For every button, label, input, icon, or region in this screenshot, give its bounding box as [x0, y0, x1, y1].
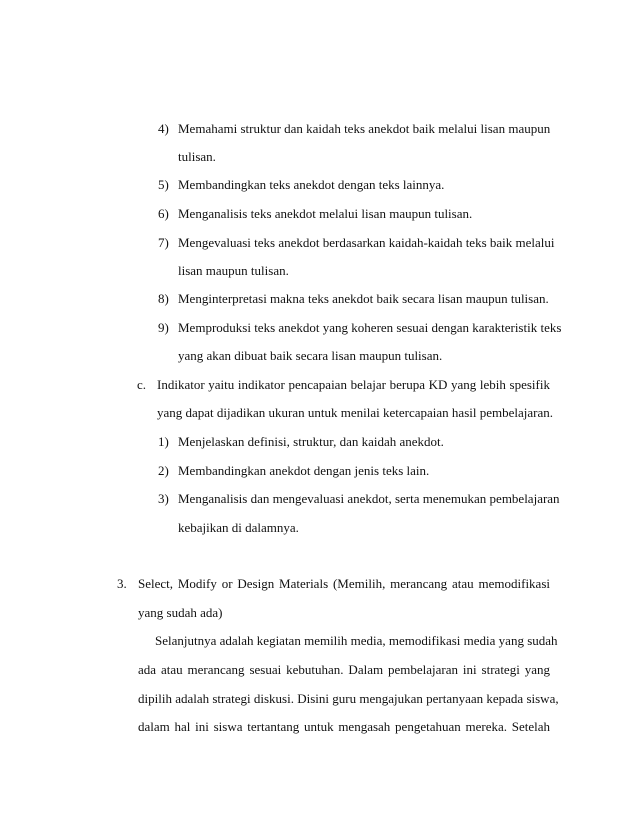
paragraph-line: dalam hal ini siswa tertantang untuk mengasah pengetahuan mereka. Setelah: [138, 719, 550, 734]
list-number: 2): [158, 463, 169, 478]
list-item-text: yang dapat dijadikan ukuran untuk menilai ketercapaian hasil pembelajaran.: [157, 405, 553, 420]
section-heading: yang sudah ada): [138, 605, 223, 620]
paragraph-line: ada atau merancang sesuai kebutuhan. Dalam pembelajaran ini strategi yang: [138, 662, 550, 677]
section-number: 3.: [117, 576, 127, 591]
list-item-text: Menginterpretasi makna teks anekdot baik secara lisan maupun tulisan.: [178, 291, 549, 306]
list-letter: c.: [137, 377, 147, 392]
list-number: 4): [158, 121, 169, 136]
list-item-text: Menganalisis teks anekdot melalui lisan maupun tulisan.: [178, 206, 473, 221]
list-number: 6): [158, 206, 169, 221]
list-number: 3): [158, 491, 169, 506]
list-item-text: lisan maupun tulisan.: [178, 263, 289, 278]
list-number: 8): [158, 291, 169, 306]
paragraph-line: Selanjutnya adalah kegiatan memilih media, memodifikasi media yang sudah: [155, 633, 558, 648]
list-item-text: yang akan dibuat baik secara lisan maupun tulisan.: [178, 348, 443, 363]
list-item-text: kebajikan di dalamnya.: [178, 520, 299, 535]
list-number: 1): [158, 434, 169, 449]
list-item-text: Menjelaskan definisi, struktur, dan kaidah anekdot.: [178, 434, 444, 449]
list-item-text: Membandingkan anekdot dengan jenis teks lain.: [178, 463, 430, 478]
paragraph-line: dipilih adalah strategi diskusi. Disini guru mengajukan pertanyaan kepada siswa,: [138, 691, 559, 706]
list-number: 9): [158, 320, 169, 335]
list-number: 5): [158, 177, 169, 192]
list-number: 7): [158, 235, 169, 250]
section-heading: Select, Modify or Design Materials (Memilih, merancang atau memodifikasi: [138, 576, 550, 591]
list-item-text: Memahami struktur dan kaidah teks anekdot baik melalui lisan maupun: [178, 121, 551, 136]
list-item-text: Memproduksi teks anekdot yang koheren sesuai dengan karakteristik teks: [178, 320, 562, 335]
list-item-text: Menganalisis dan mengevaluasi anekdot, serta menemukan pembelajaran: [178, 491, 560, 506]
list-item-text: Mengevaluasi teks anekdot berdasarkan kaidah-kaidah teks baik melalui: [178, 235, 555, 250]
list-item-text: tulisan.: [178, 149, 216, 164]
list-item-text: Indikator yaitu indikator pencapaian belajar berupa KD yang lebih spesifik: [157, 377, 550, 392]
list-item-text: Membandingkan teks anekdot dengan teks lainnya.: [178, 177, 445, 192]
